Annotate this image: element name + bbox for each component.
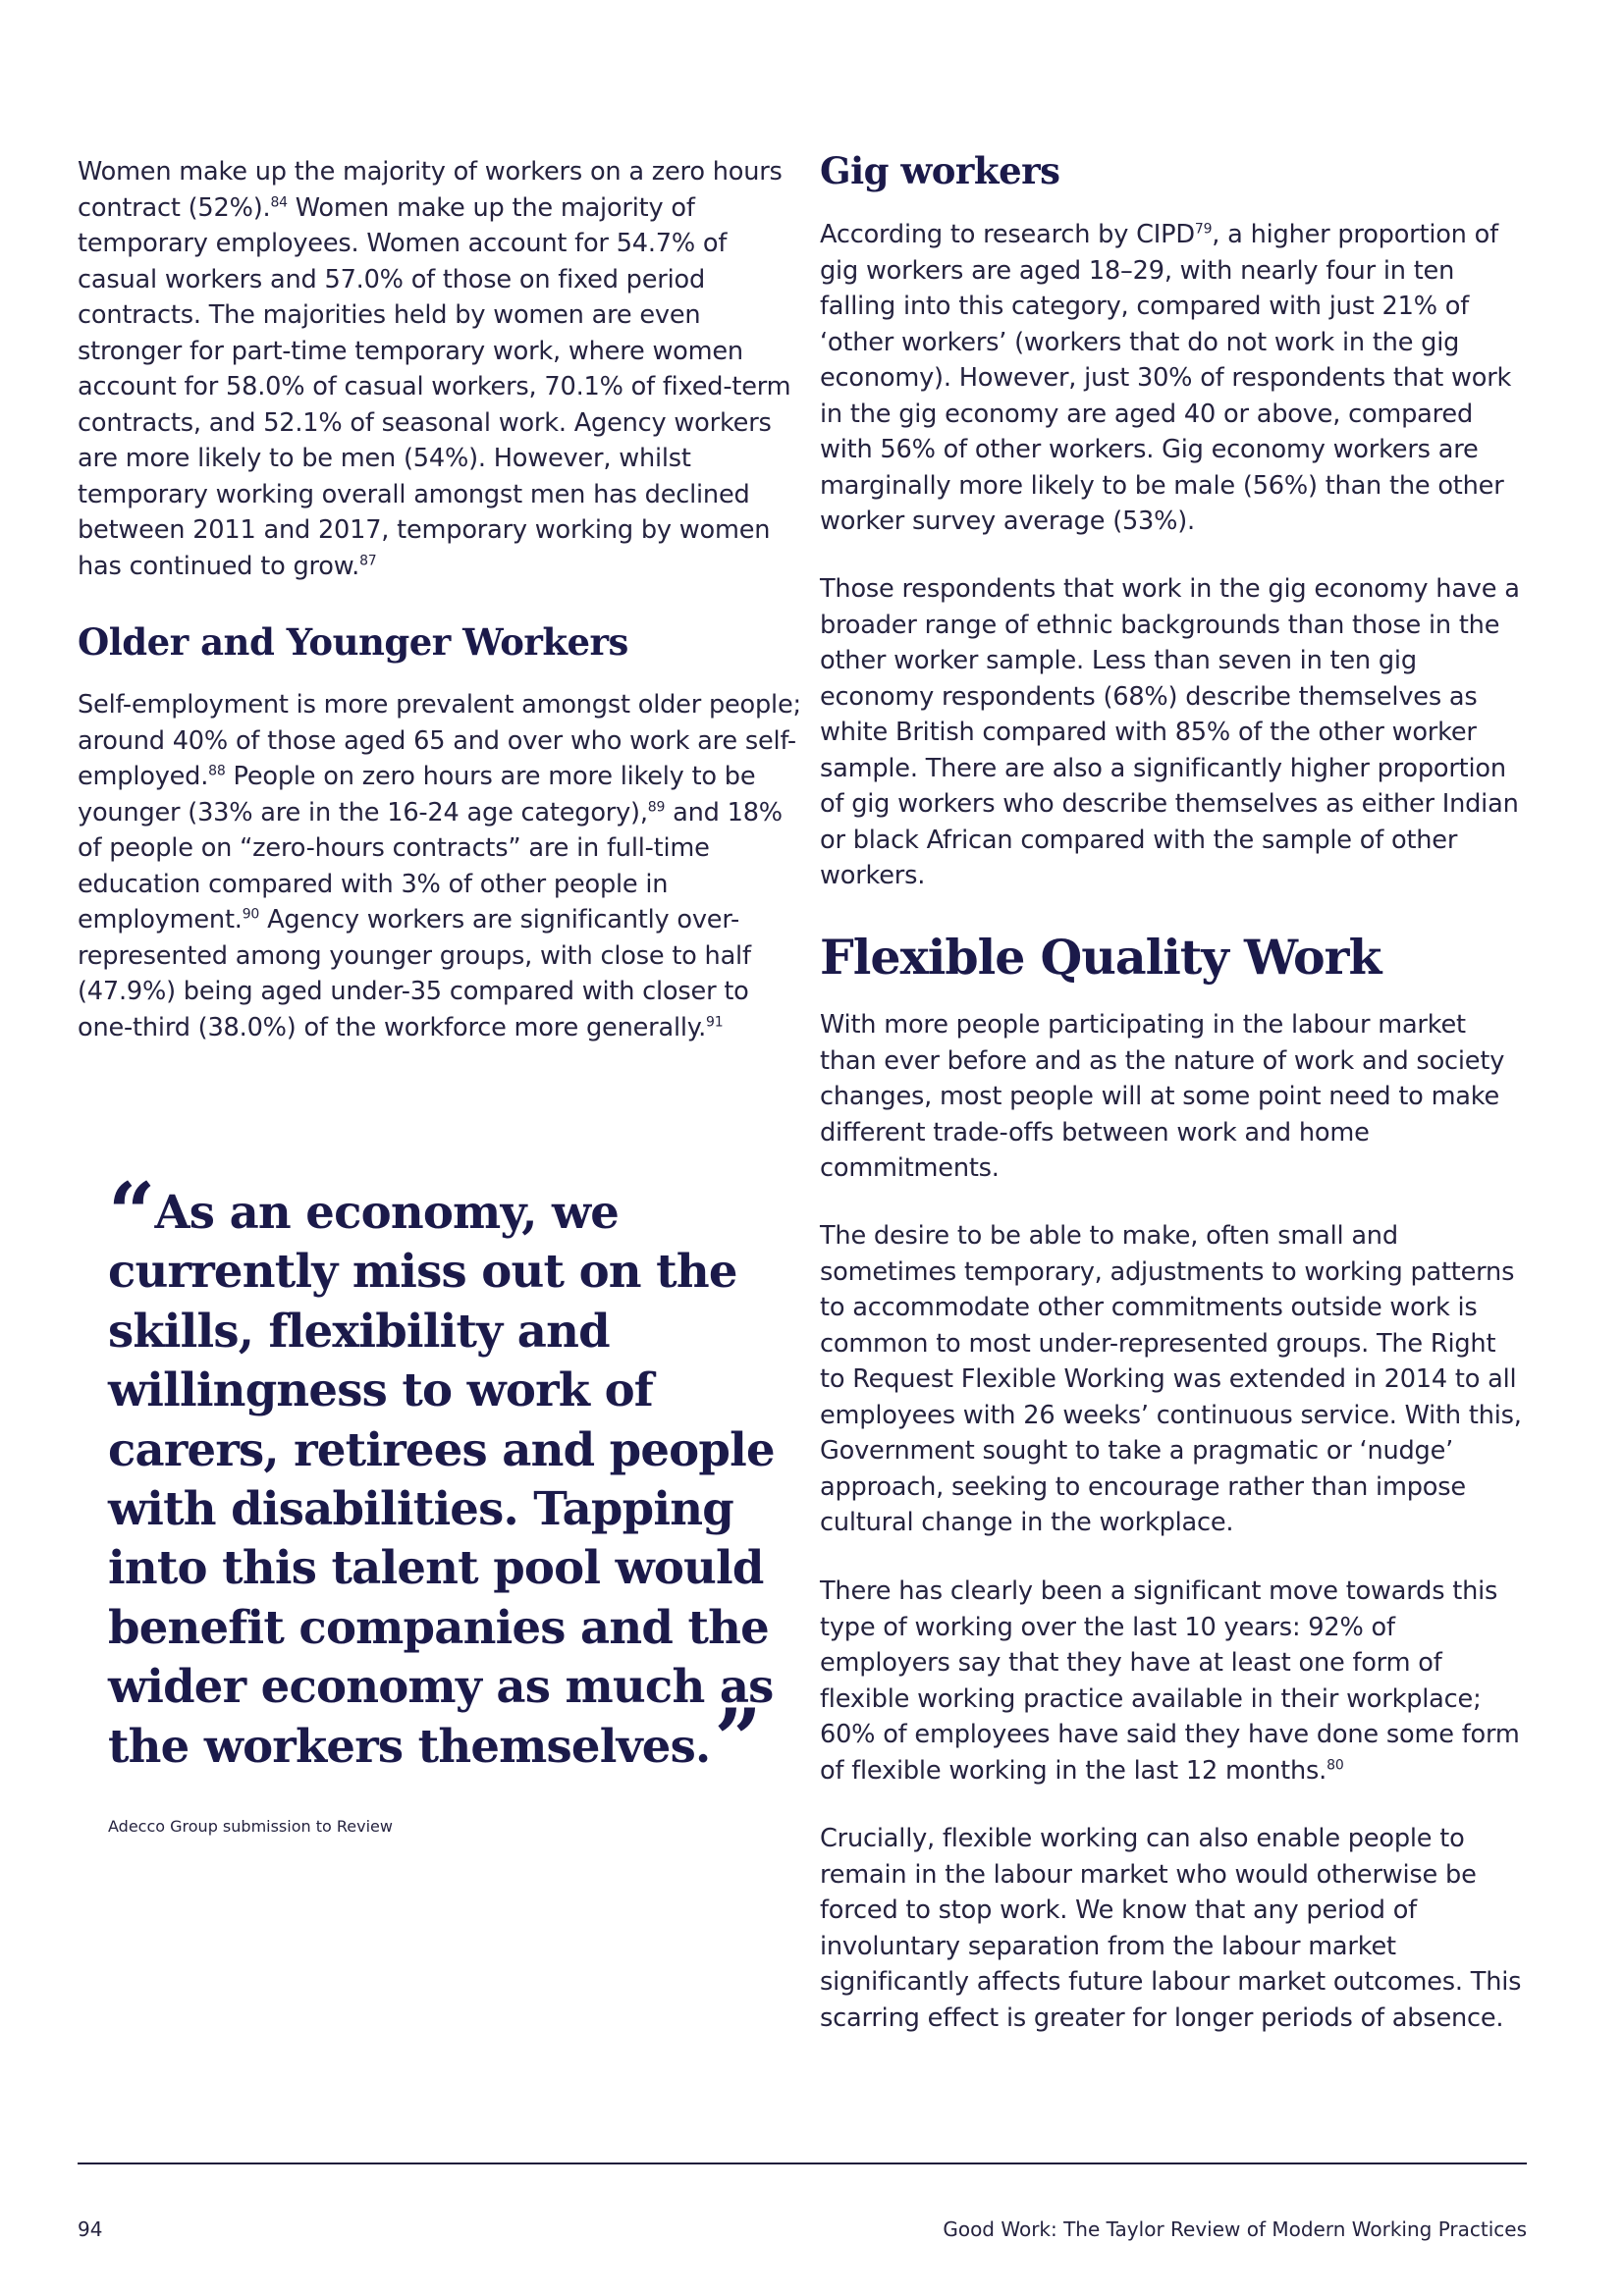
- flexible-paragraph-4: Crucially, flexible working can also enable people to remain in the labour market who would otherwise be forced to stop work. We know that any period of involuntary separation from the labour market significantly affects future labour market outcomes. This scarring effect is greater for longer periods of absence.: [820, 1824, 1522, 2033]
- quote-source: Adecco Group submission to Review: [108, 1817, 393, 1836]
- close-quote-mark: ”: [714, 1689, 761, 1788]
- footer-rule: [78, 2163, 1527, 2164]
- gig-workers-paragraph-2: Those respondents that work in the gig economy have a broader range of ethnic backgrounds than those in the other worker sample. Less than seven in ten gig economy respondents (68%) describe themselves as white British compared with 85% of the other worker sample. There are also a significantly higher proportion of gig workers who describe themselves as either Indian or black African compared with the sample of other workers.: [820, 574, 1520, 890]
- women-paragraph: Women make up the majority of workers on a zero hours contract (52%).$^{84}$ Women make up the majority of temporary employees. Women account for 54.7% of casual workers and 57.0% of those on fixed period contracts. The majorities held by women are even stronger for part-time temporary work, where women account for 58.0% of casual workers, 70.1% of fixed-term contracts, and 52.1% of seasonal work. Agency workers are more likely to be men (54%). However, whilst temporary working overall amongst men has declined between 2011 and 2017, temporary working by women has continued to grow.$^{87}$: [78, 157, 791, 581]
- footnote-89[interactable]: 89: [647, 798, 666, 815]
- footnote-79[interactable]: 79: [1194, 221, 1213, 238]
- footnote-84[interactable]: 84: [270, 193, 288, 210]
- footnote-91[interactable]: 91: [706, 1013, 724, 1030]
- older-younger-paragraph: Self-employment is more prevalent amongst older people; around 40% of those aged 65 and over who work are self-employed.$^{88}$ People on zero hours are more likely to be younger (33% are in the 16-24 age category),$^{89}$ and 18% of people on “zero-hours contracts” are in full-time education compared with 3% of other people in employment.$^{90}$ Agency workers are significantly over-represented among younger groups, with close to half (47.9%) being aged under-35 compared with closer to one-third (38.0%) of the workforce more generally.$^{91}$: [78, 690, 801, 1042]
- footnote-80[interactable]: 80: [1326, 1756, 1344, 1773]
- open-quote-mark: “: [108, 1164, 155, 1261]
- document-title: Good Work: The Taylor Review of Modern Working Practices: [943, 2217, 1527, 2241]
- gig-workers-paragraph-1: According to research by CIPD$^{79}$, a higher proportion of gig workers are aged 18–29, with nearly four in ten falling into this category, compared with just 21% of ‘other workers’ (workers that do not work in the gig economy). However, just 30% of respondents that work in the gig economy are aged 40 or above, compared with 56% of other workers. Gig economy workers are marginally more likely to be male (56%) than the other worker survey average (53%).: [820, 220, 1512, 536]
- older-younger-heading: Older and Younger Workers: [78, 620, 628, 664]
- flexible-paragraph-3: There has clearly been a significant move towards this type of working over the last 10 years: 92% of employers say that they have at least one form of flexible working practice available in their workplace; 60% of employees have said they have done some form of flexible working in the last 12 months.$^{80}$: [820, 1576, 1520, 1786]
- footnote-90[interactable]: 90: [242, 906, 260, 923]
- pull-quote-text: As an economy, we currently miss out on the skills, flexibility and willingness to work of carers, retirees and people with disabilities. Tapping into this talent pool would benefit companies and the wider economy as much as the workers themselves.: [108, 1185, 775, 1773]
- flexible-quality-work-heading: Flexible Quality Work: [820, 929, 1381, 986]
- pull-quote: [108, 1164, 785, 1788]
- flexible-paragraph-2: The desire to be able to make, often small and sometimes temporary, adjustments to working patterns to accommodate other commitments outside work is common to most under-represented groups. The Right to Request Flexible Working was extended in 2014 to all employees with 26 weeks’ continuous service. With this, Government sought to take a pragmatic or ‘nudge’ approach, seeking to encourage rather than impose cultural change in the workplace.: [820, 1221, 1522, 1537]
- flexible-paragraph-1: With more people participating in the labour market than ever before and as the nature of work and society changes, most people will at some point need to make different trade-offs between work and home commitments.: [820, 1010, 1505, 1183]
- gig-workers-heading: Gig workers: [820, 149, 1060, 192]
- page-number: 94: [78, 2217, 103, 2241]
- footnote-88[interactable]: 88: [208, 763, 226, 779]
- footnote-87[interactable]: 87: [359, 552, 377, 568]
